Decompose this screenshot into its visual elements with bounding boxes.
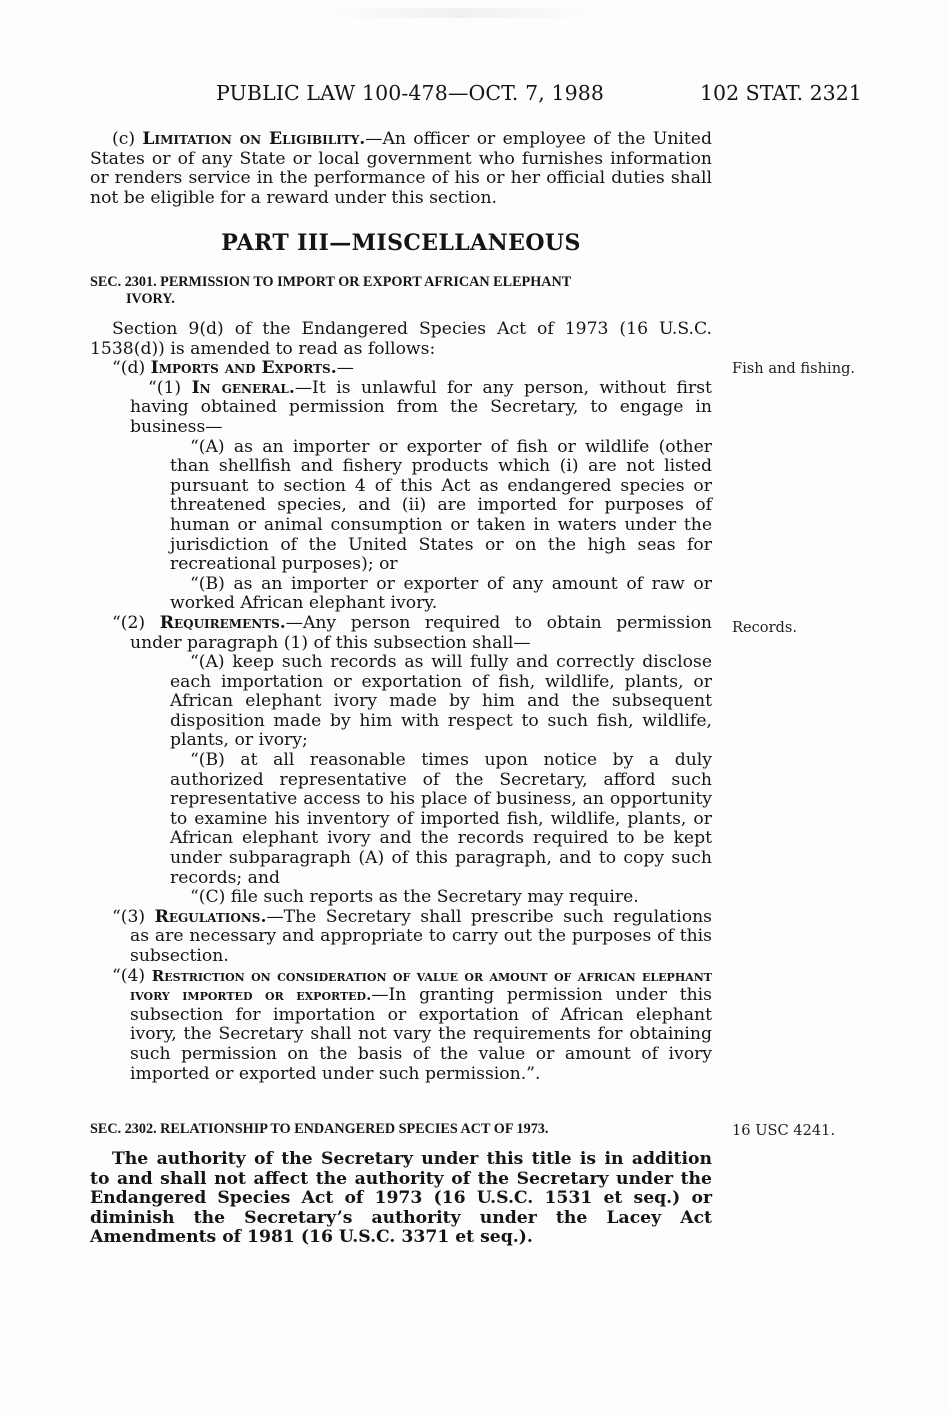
section-2301-heading-line1: SEC. 2301. PERMISSION TO IMPORT OR EXPORT AFRICAN ELEPHANT [90, 274, 572, 290]
paragraph-1 [90, 379, 712, 438]
section-2302-text: The authority of the Secretary under this title is in addition to and shall not affect the authority of the Secretary under the Endangered Species Act of 1973 (16 U.S.C. 1531 et seq.) or diminish the Secretary’s authority under the Lacey Act Amendments of 1981 (16 U.S.C. 3371 et seq.). [90, 1149, 712, 1248]
paragraph-3-heading: Regulations. [154, 906, 267, 927]
paragraph-4 [90, 967, 712, 1085]
paragraph-4-label: “(4) [112, 965, 152, 986]
page-header-stat: 102 STAT. 2321 [700, 81, 862, 105]
paragraph-2 [90, 614, 712, 653]
paragraph-2-heading: Requirements. [159, 612, 286, 633]
paragraph-2-subA: “(A) keep such records as will fully and correctly disclose each importation or exportation of fish, wildlife, plants, or African elephant ivory made by him and the subsequent disposition made by him with respect to such fish, wildlife, plants, or ivory; [170, 652, 712, 751]
paragraph-2-label: “(2) [112, 612, 160, 633]
subsection-c-paragraph [90, 130, 712, 208]
paragraph-1-heading: In general. [191, 377, 295, 398]
section-2301-heading-line2: IVORY. [126, 291, 175, 307]
subsection-d-heading: Imports and Exports. [150, 358, 337, 379]
subsection-c-text: —An officer or employee of the United States or of any State or local government who furnishes information or renders service in the performance of his or her official duties shall not be eligible for a reward under this section. [90, 129, 712, 208]
paragraph-3-text: —The Secretary shall prescribe such regulations as are necessary and appropriate to carry out the purposes of this subsection. [130, 906, 712, 966]
paragraph-1-subA: “(A) as an importer or exporter of fish or wildlife (other than shellfish and fishery products which (i) are not listed pursuant to section 4 of this Act as endangered species or threatened species, and (ii) are imported for purposes of human or animal consumption or taken in waters under the jurisdiction of the United States or on the high seas for recreational purposes); or [170, 436, 712, 575]
subsection-d-heading-line [90, 359, 712, 379]
paragraph-3 [90, 908, 712, 967]
section-2301-intro: Section 9(d) of the Endangered Species Act of 1973 (16 U.S.C. 1538(d)) is amended to read as follows: [90, 319, 712, 359]
subsection-c-label: (c) [112, 129, 143, 149]
paragraph-1-text: —It is unlawful for any person, without first having obtained permission from the Secretary, to engage in business— [130, 377, 712, 437]
part-title: PART III—MISCELLANEOUS [221, 230, 581, 256]
paragraph-2-subB: “(B) at all reasonable times upon notice by a duly authorized representative of the Secretary, afford such representative access to his place of business, an opportunity to examine his inventory of imported fish, wildlife, plants, or African elephant ivory and the records required to be kept under subparagraph (A) of this paragraph, and to copy such records; and [170, 750, 712, 888]
section-2301 [90, 274, 712, 1084]
paragraph-2-subC: “(C) file such reports as the Secretary may require. [190, 887, 639, 908]
margin-note-usc: 16 USC 4241. [732, 1122, 836, 1139]
paragraph-2-text: —Any person required to obtain permission under paragraph (1) of this subsection shall— [130, 612, 712, 653]
subsection-d-dash: — [336, 358, 354, 379]
paragraph-3-label: “(3) [112, 906, 155, 927]
paragraph-4-heading: Restriction on consideration of value or amount of african elephant ivory imported or exported. [130, 966, 712, 1005]
subsection-d-label: “(d) [112, 358, 151, 379]
paragraph-4-text: —In granting permission under this subsection for importation or exportation of African elephant ivory, the Secretary shall not vary the requirements for obtaining such permission on the basis of the value or amount of ivory imported or exported under such permission.”. [130, 985, 712, 1084]
section-2302-heading: SEC. 2302. RELATIONSHIP TO ENDANGERED SPECIES ACT OF 1973. [90, 1121, 549, 1137]
section-2301-heading [90, 274, 712, 308]
page-header-title: PUBLIC LAW 100-478—OCT. 7, 1988 [216, 81, 605, 105]
scan-artifact [330, 8, 590, 18]
subsection-c-heading: Limitation on Eligibility. [142, 129, 366, 149]
margin-note-records: Records. [732, 619, 798, 636]
margin-note-fish: Fish and fishing. [732, 360, 856, 377]
paragraph-1-subB: “(B) as an importer or exporter of any amount of raw or worked African elephant ivory. [170, 573, 712, 614]
subsection-c [90, 130, 712, 208]
paragraph-1-label: “(1) [148, 377, 192, 398]
section-2302 [90, 1121, 712, 1248]
